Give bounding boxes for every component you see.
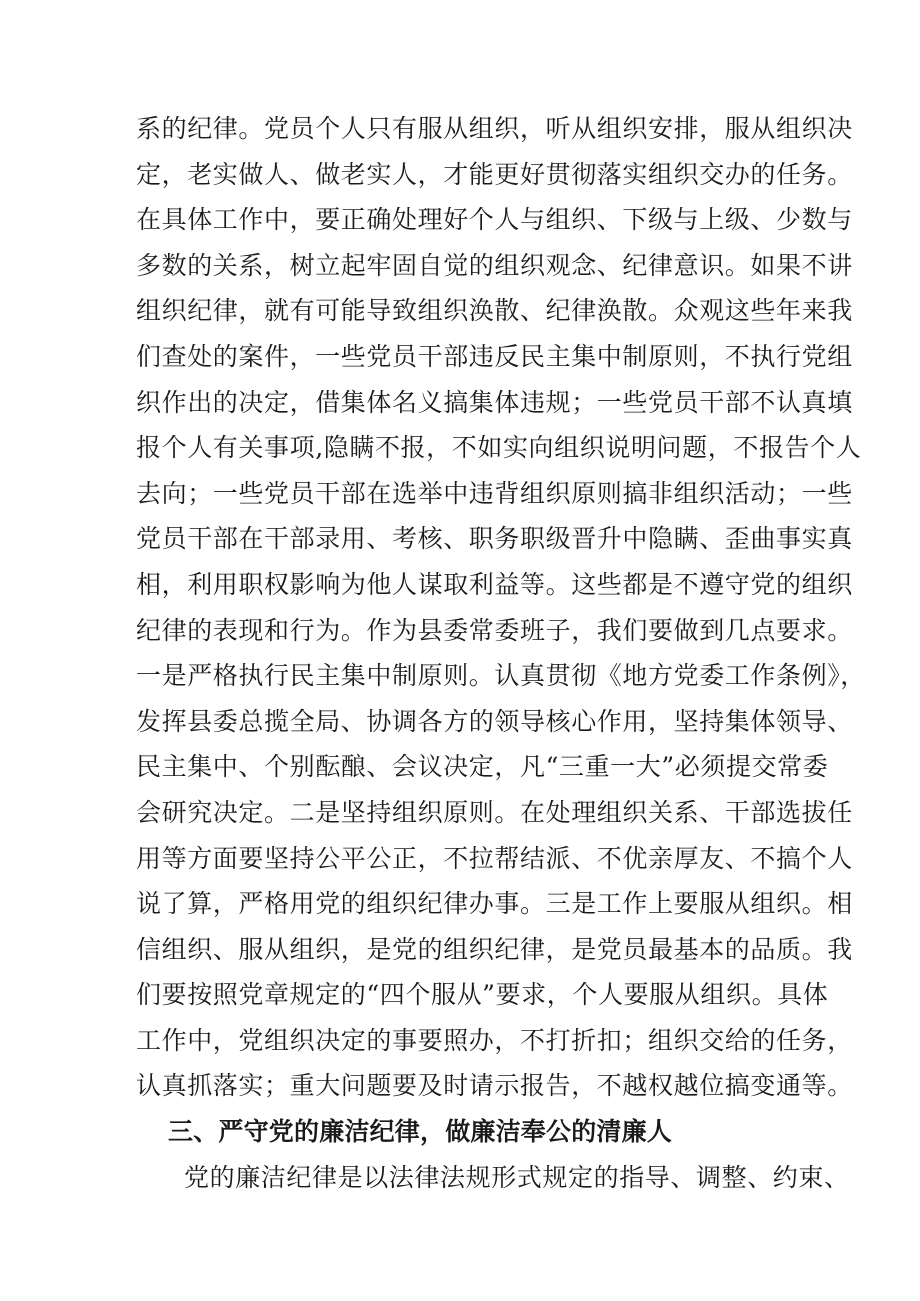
paragraph-line: 去向；一些党员干部在选举中违背组织原则搞非组织活动；一些 bbox=[136, 478, 853, 508]
paragraph-line: 用等方面要坚持公平公正，不拉帮结派、不优亲厚友、不搞个人 bbox=[136, 843, 853, 873]
paragraph-line: 工作中，党组织决定的事要照办，不打折扣；组织交给的任务， bbox=[136, 1025, 853, 1055]
paragraph-line: 一是严格执行民主集中制原则。认真贯彻《地方党委工作条例》， bbox=[136, 661, 866, 691]
paragraph-line: 织作出的决定，借集体名义搞集体违规；一些党员干部不认真填 bbox=[136, 387, 853, 417]
paragraph-line: 发挥县委总揽全局、协调各方的领导核心作用，坚持集体领导、 bbox=[136, 706, 853, 736]
paragraph-line: 组织纪律，就有可能导致组织涣散、纪律涣散。众观这些年来我 bbox=[136, 296, 853, 326]
paragraph-line: 认真抓落实；重大问题要及时请示报告，不越权越位搞变通等。 bbox=[136, 1071, 853, 1101]
paragraph-line: 说了算，严格用党的组织纪律办事。三是工作上要服从组织。相 bbox=[136, 889, 853, 919]
paragraph-line: 民主集中、个别酝酿、会议决定，凡“三重一大”必须提交常委 bbox=[136, 752, 829, 782]
paragraph-line: 们要按照党章规定的“四个服从”要求，个人要服从组织。具体 bbox=[136, 980, 829, 1010]
paragraph-line: 在具体工作中，要正确处理好个人与组织、下级与上级、少数与 bbox=[136, 205, 853, 235]
paragraph-line: 多数的关系，树立起牢固自觉的组织观念、纪律意识。如果不讲 bbox=[136, 250, 853, 280]
paragraph-line: 们查处的案件，一些党员干部违反民主集中制原则，不执行党组 bbox=[136, 341, 853, 371]
paragraph-line: 系的纪律。党员个人只有服从组织，听从组织安排，服从组织决 bbox=[136, 114, 853, 143]
paragraph-line: 党的廉洁纪律是以法律法规形式规定的指导、调整、约束、 bbox=[184, 1162, 850, 1192]
paragraph-line: 定，老实做人、做老实人，才能更好贯彻落实组织交办的任务。 bbox=[136, 159, 853, 189]
paragraph-line: 相，利用职权影响为他人谋取利益等。这些都是不遵守党的组织 bbox=[136, 569, 853, 599]
paragraph-line: 会研究决定。二是坚持组织原则。在处理组织关系、干部选拔任 bbox=[136, 797, 853, 827]
document-body bbox=[136, 106, 866, 1200]
paragraph-line: 纪律的表现和行为。作为县委常委班子，我们要做到几点要求。 bbox=[136, 615, 853, 645]
paragraph-line: 报个人有关事项,隐瞒不报，不如实向组织说明问题，不报告个人 bbox=[136, 433, 862, 463]
section-heading: 三、严守党的廉洁纪律，做廉洁奉公的清廉人 bbox=[168, 1117, 673, 1147]
paragraph-line: 党员干部在干部录用、考核、职务职级晋升中隐瞒、歪曲事实真 bbox=[136, 524, 853, 554]
paragraph-line: 信组织、服从组织，是党的组织纪律，是党员最基本的品质。我 bbox=[136, 934, 853, 964]
